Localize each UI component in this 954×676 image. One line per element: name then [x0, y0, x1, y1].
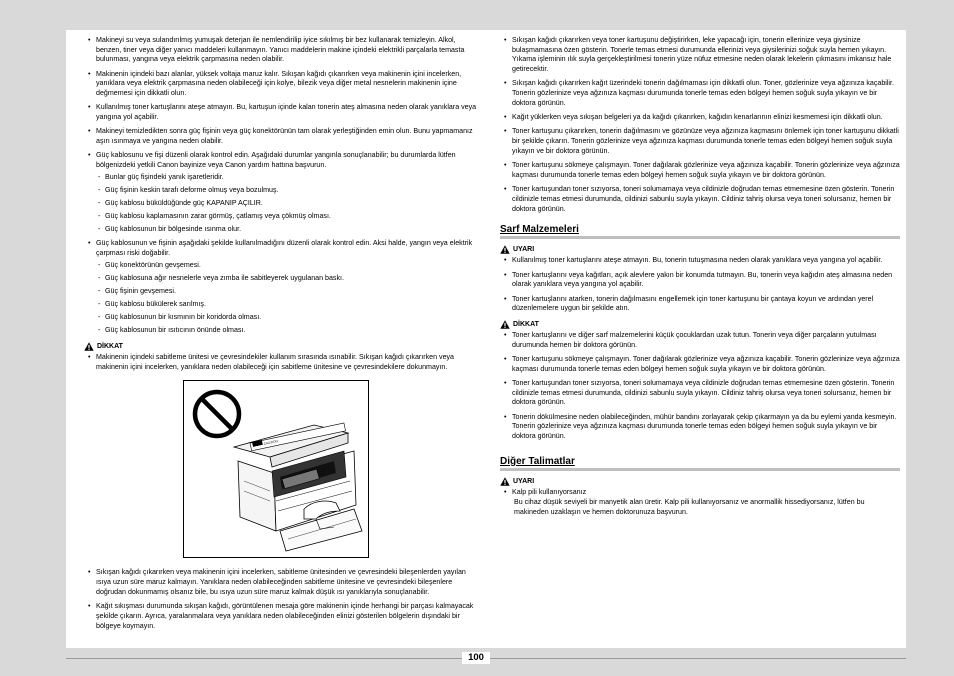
sub-list	[96, 173, 478, 235]
list-item	[84, 151, 478, 234]
list-item	[84, 239, 478, 336]
caution-bullets	[84, 353, 478, 372]
list-item: • Toner kartuşlarını veya kağıtları, açık alevlere yakın bir konumda tutmayın. Bu, tonerin veya kağıdın ateş almasına neden olarak yanıklara veya yangına yol açabilir.	[500, 271, 900, 290]
list-item: • Kullanılmış toner kartuşlarını ateşe atmayın. Bu, tonerin tutuşmasına neden olarak yanıklara veya yangına yol açabilir.	[500, 256, 900, 266]
caution-bullets	[500, 331, 900, 442]
sub-list-item: - Güç kablosu büküldüğünde güç KAPANIP AÇILIR.	[96, 199, 478, 209]
sub-list-item: - Bunlar güç fişindeki yanık işaretleridir.	[96, 173, 478, 183]
top-bullets	[500, 36, 900, 214]
left-column	[84, 36, 478, 636]
list-item: • Toner kartuşlarını ve diğer sarf malzemelerini küçük çocuklardan uzak tutun. Tonerin veya diğer parçaların yutulması durumunda hemen bir doktora görünün.	[500, 331, 900, 350]
section-title-other-instructions: Diğer Talimatlar	[500, 456, 900, 471]
sub-list-item: - Güç fişinin keskin tarafı deforme olmuş veya bozulmuş.	[96, 186, 478, 196]
bottom-bullets	[84, 568, 478, 631]
sub-list-item: - Güç kablosu kaplamasının zarar görmüş, çatlamış veya çökmüş olması.	[96, 212, 478, 222]
list-item: • Kullanılmış toner kartuşlarını ateşe atmayın. Bu, kartuşun içinde kalan tonerin ateş almasına neden olarak yanıklara veya yangına yol açabilir.	[84, 103, 478, 122]
list-item: • Makineyi temizledikten sonra güç fişinin veya güç konektörünün tam olarak yerleştiğinden emin olun. Bunu yapmamanız aşırı ısınmaya ve yangına neden olabilir.	[84, 127, 478, 146]
caution-heading	[500, 320, 900, 329]
list-item: • Toner kartuşlarını atarken, tonerin dağılmasını engellemek için toner kartuşunu bir çantaya koyun ve ardından yerel düzenlemelere uygun bir şekilde atın.	[500, 295, 900, 314]
warning-triangle-icon	[84, 342, 94, 351]
prohibition-icon	[195, 392, 239, 436]
sub-list-item: - Güç kablosuna ağır nesnelerle veya zımba ile sabitleyerek uygulanan baskı.	[96, 274, 478, 284]
sub-list-item: - Güç kablosunun bir ısıtıcının önünde olması.	[96, 326, 478, 336]
document-page	[66, 30, 906, 648]
warning-triangle-icon	[500, 477, 510, 486]
list-item: • Toner kartuşundan toner sızıyorsa, toneri solumamaya veya cildinizle doğrudan temas etmemesine özen gösterin. Tonerin cildinizle temas etmesi durumunda, cildinizi sabunlu suyla yıkayın. Cildiniz tahriş olursa veya toneri solursanız, hemen bir doktora görünün.	[500, 185, 900, 214]
section-title-consumables: Sarf Malzemeleri	[500, 224, 900, 239]
list-item: • Toner kartuşundan toner sızıyorsa, toneri solumamaya veya cildinizle doğrudan temas etmemesine özen gösterin. Tonerin cildinizle temas etmesi durumunda, cildinizi sabunlu suyla yıkayın. Cildiniz tahriş olursa veya toneri solursanız, hemen bir doktora görünün.	[500, 379, 900, 408]
page-number: 100	[462, 652, 490, 664]
figure-label-text: CAUTION	[263, 439, 279, 447]
sub-list-item: - Güç fişinin gevşemesi.	[96, 287, 478, 297]
warning-label: UYARI	[513, 477, 535, 485]
pacemaker-text: Bu cihaz düşük seviyeli bir manyetik alan üretir. Kalp pili kullanıyorsanız ve anormallik hissediyorsanız, lütfen bu makineden uzaklaşın ve hemen doktorunuza başvurun.	[514, 498, 865, 517]
caution-label: DİKKAT	[97, 343, 123, 351]
list-item-text: Güç kablosunu ve fişi düzenli olarak kontrol edin. Aşağıdaki durumlar yangınla sonuçlanabilir; bu durumlarda lütfen bölgenizdeki yetkili Canon bayinize veya Canon yardım hattına başvurun.	[96, 151, 456, 170]
warning-bullets	[500, 488, 900, 498]
list-item: • Makinenin içindeki sabitleme ünitesi ve çevresindekiler kullanım sırasında ısınabilir. Sıkışan kağıdı çıkarırken veya makinenin içini incelerken, yanıklara neden olabileceği için sabitleme ünitesine ve çevresindekilere dokunmayın.	[84, 353, 478, 372]
printer-illustration	[183, 380, 369, 558]
top-bullets	[84, 36, 478, 336]
caution-label: DİKKAT	[513, 320, 539, 328]
list-item: • Sıkışan kağıdı çıkarırken kağıt üzerindeki tonerin dağılmaması için dikkatli olun. Toner, gözlerinize veya ağzınıza kaçabilir. Tonerin gözlerinize veya ağzınıza kaçması durumunda tonerle temas eden bölgeyi hemen soğuk suyla yıkayın ve bir doktora görünün.	[500, 79, 900, 108]
list-item: • Makinenin içindeki bazı alanlar, yüksek voltaja maruz kalır. Sıkışan kağıdı çıkarırken veya makinenin içini incelerken, yanıklara veya elektrik çarpmasına neden olabileceği için kolye, bilezik veya diğer metal nesnelerin makinenin içine değmemesi için dikkatli olun.	[84, 70, 478, 99]
list-item: • Makineyi su veya sulandırılmış yumuşak deterjan ile nemlendirilip iyice sıkılmış bir bez kullanarak temizleyin. Alkol, benzen, tiner veya diğer yanıcı maddeleri kullanmayın. Yanıcı maddelerin makine içindeki elektrikli parçalarla temasta bulunması, yangına veya elektrik çarpmasına neden olabilir.	[84, 36, 478, 65]
list-item: • Kağıt yüklerken veya sıkışan belgeleri ya da kağıdı çıkarırken, kağıdın kenarlarının elinizi kesmemesi için dikkatli olun.	[500, 113, 900, 123]
list-item: • Toner kartuşunu çıkarırken, tonerin dağılmasını ve gözünüze veya ağzınıza kaçmasını önlemek için toner kartuşunu dikkatli bir şekilde çıkarın. Tonerin gözlerinize veya ağzınıza kaçması durumunda tonerle temas eden bölgeyi hemen soğuk suyla yıkayın ve bir doktora görünün.	[500, 127, 900, 156]
list-item-text: Güç kablosunun ve fişinin aşağıdaki şekilde kullanılmadığını düzenli olarak kontrol edin. Aksi halde, yangın veya elektrik çarpması riski doğabilir.	[96, 239, 473, 258]
list-item: • Tonerin dökülmesine neden olabileceğinden, mühür bandını zorlayarak çekip çıkarmayın ya da bu eylemi yanda kesmeyin. Tonerin gözlerinize veya ağzınıza kaçması durumunda tonerle temas eden bölgeyi hemen soğuk suyla yıkayın ve bir doktora görünün.	[500, 413, 900, 442]
warning-bullets	[500, 256, 900, 314]
caution-heading	[84, 342, 478, 351]
sub-list-item: - Güç kablosu bükülerek sarılmış.	[96, 300, 478, 310]
sub-list	[96, 261, 478, 336]
warning-label: UYARI	[513, 246, 535, 254]
warning-triangle-icon	[500, 320, 510, 329]
list-item: • Sıkışan kağıdı çıkarırken veya toner kartuşunu değiştirirken, leke yapacağı için, tonerin ellerinize veya giysinize bulaşmamasına özen gösterin. Tonerle temas etmesi durumunda ellerinizi veya giysilerinizi soğuk suyla hemen yıkayın. Yıkama işleminin ılık suyla gerçekleştirilmesi tonerin yüze nüfuz etmesine neden olarak lekelerin çıkmasını imkansız hale getirecektir.	[500, 36, 900, 75]
sub-list-item: - Güç konektörünün gevşemesi.	[96, 261, 478, 271]
sub-list-item: - Güç kablosunun bir bölgesinde ısınma olur.	[96, 225, 478, 235]
sub-list-item: - Güç kablosunun bir kısmının bir koridorda olması.	[96, 313, 478, 323]
right-column	[500, 36, 900, 522]
printer-drawing	[184, 381, 368, 557]
list-item: • Sıkışan kağıdı çıkarırken veya makinenin içini incelerken, sabitleme ünitesinden ve çevresindeki bileşenlerden yayılan ısıya uzun süre maruz kalmayın. Yanıklara neden olabileceğinden sabitleme ünitesine ve çevresindeki bileşenlere doğrudan dokunmamış olsanız bile, bu ısıya uzun süre maruz kalmak düşük ısı yanıklarıyla sonuçlanabilir.	[84, 568, 478, 597]
list-item: • Toner kartuşunu sökmeye çalışmayın. Toner dağılarak gözlerinize veya ağzınıza kaçabilir. Tonerin gözlerinize veya ağzınıza kaçması durumunda tonerle temas eden bölgeyi hemen soğuk suyla yıkayın ve bir doktora görünün.	[500, 161, 900, 180]
warning-triangle-icon	[500, 245, 510, 254]
list-item: • Toner kartuşunu sökmeye çalışmayın. Toner dağılarak gözlerinize veya ağzınıza kaçabilir. Tonerin gözlerinize veya ağzınıza kaçması durumunda tonerle temas eden bölgeyi hemen soğuk suyla yıkayın ve bir doktora görünün.	[500, 355, 900, 374]
warning-heading	[500, 477, 900, 486]
list-item: • Kağıt sıkışması durumunda sıkışan kağıdı, görüntülenen mesaja göre makinenin içinde herhangi bir parçası kalmayacak şekilde çıkarın. Ayrıca, yaralanmalara veya yanıklara neden olabileceğinden elinizi gösterilen bölgelerin dışındaki bir bölgeye koymayın.	[84, 602, 478, 631]
list-item: • Kalp pili kullanıyorsanız	[500, 488, 900, 498]
warning-heading	[500, 245, 900, 254]
